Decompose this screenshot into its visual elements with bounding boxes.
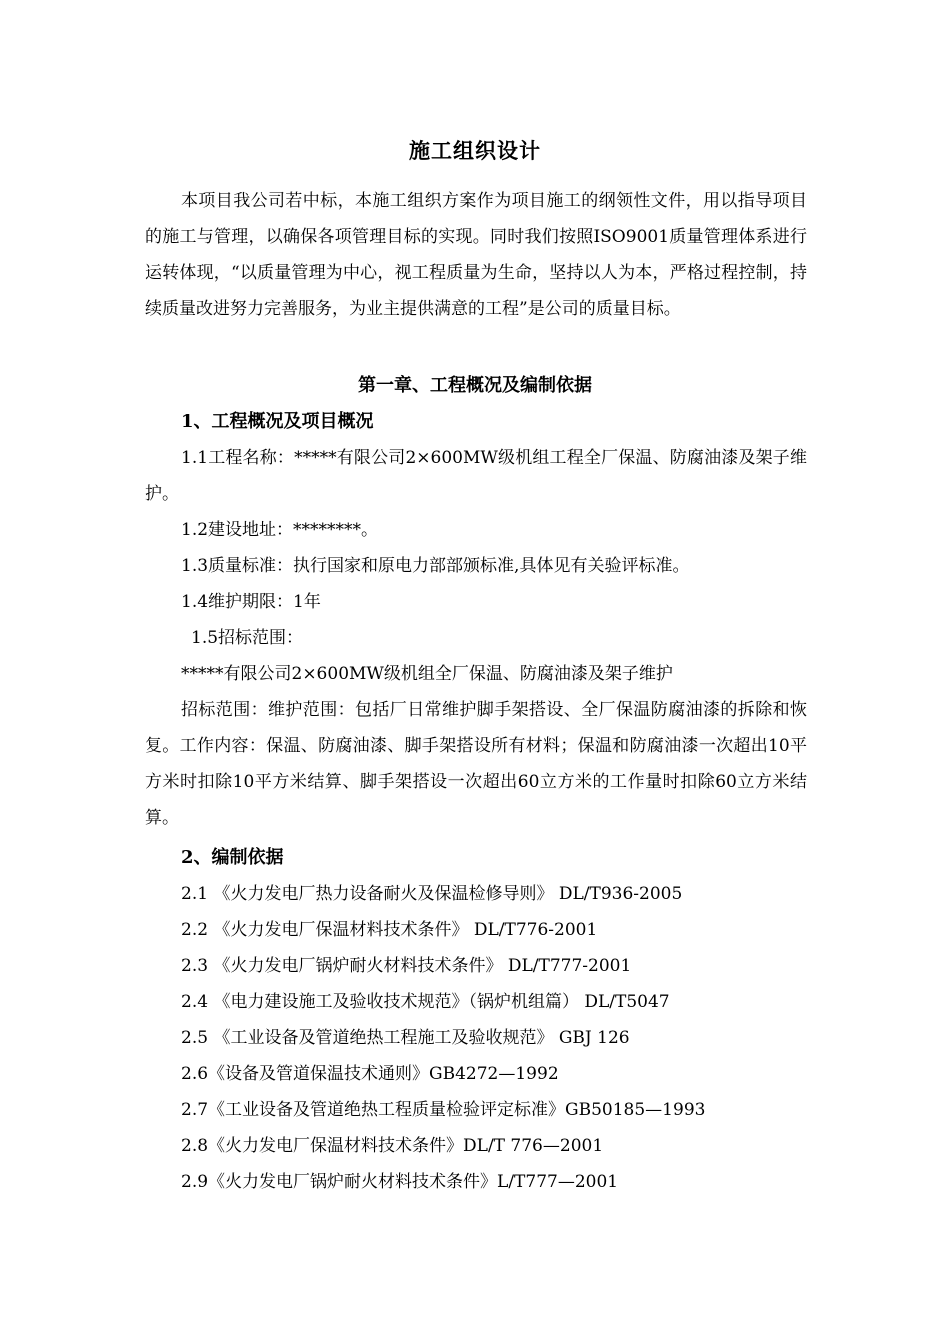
- reference-item: 2.6《设备及管道保温技术通则》GB4272—1992: [181, 1064, 559, 1084]
- intro-paragraph: 本项目我公司若中标，本施工组织方案作为项目施工的纲领性文件，用以指导项目的施工与管理，以确保各项管理目标的实现。同时我们按照ISO9001质量管理体系进行运转体现，“以质量管理为中心，视工程质量为生命，坚持以人为本，严格过程控制，持续质量改进努力完善服务，为业主提供满意的工程”是公司的质量目标。: [145, 191, 807, 319]
- item-project-name: 1.1工程名称：*****有限公司2×600MW级机组工程全厂保温、防腐油漆及架子维护。: [145, 448, 807, 504]
- item-site-address: 1.2建设地址：********。: [181, 520, 379, 540]
- reference-item: 2.9《火力发电厂锅炉耐火材料技术条件》L/T777—2001: [181, 1172, 619, 1192]
- chapter-heading: 第一章、工程概况及编制依据: [358, 375, 592, 396]
- document-title: 施工组织设计: [409, 138, 541, 163]
- section-heading-overview: 1、工程概况及项目概况: [181, 411, 374, 432]
- section-heading-basis: 2、编制依据: [181, 847, 284, 868]
- scope-detail-paragraph: 招标范围：维护范围：包括厂日常维护脚手架搭设、全厂保温防腐油漆的拆除和恢复。工作内容：保温、防腐油漆、脚手架搭设所有材料；保温和防腐油漆一次超出10平方米时扣除10平方米结算、脚手架搭设一次超出60立方米的工作量时扣除60立方米结算。: [145, 700, 807, 828]
- item-quality-standard: 1.3质量标准：执行国家和原电力部部颁标准,具体见有关验评标准。: [181, 556, 690, 576]
- reference-item: 2.8《火力发电厂保温材料技术条件》DL/T 776—2001: [181, 1136, 604, 1156]
- scope-project-name: *****有限公司2×600MW级机组全厂保温、防腐油漆及架子维护: [181, 664, 673, 684]
- item-bid-scope: 1.5招标范围：: [191, 628, 304, 648]
- reference-item: 2.7《工业设备及管道绝热工程质量检验评定标准》GB50185—1993: [181, 1100, 706, 1120]
- reference-item: 2.5 《工业设备及管道绝热工程施工及验收规范》 GBJ 126: [181, 1028, 630, 1048]
- reference-item: 2.3 《火力发电厂锅炉耐火材料技术条件》 DL/T777-2001: [181, 956, 632, 976]
- reference-item: 2.2 《火力发电厂保温材料技术条件》 DL/T776-2001: [181, 920, 598, 940]
- reference-item: 2.4 《电力建设施工及验收技术规范》（锅炉机组篇） DL/T5047: [181, 992, 670, 1012]
- reference-item: 2.1 《火力发电厂热力设备耐火及保温检修导则》 DL/T936-2005: [181, 884, 683, 904]
- item-maintenance-period: 1.4维护期限：1年: [181, 592, 321, 612]
